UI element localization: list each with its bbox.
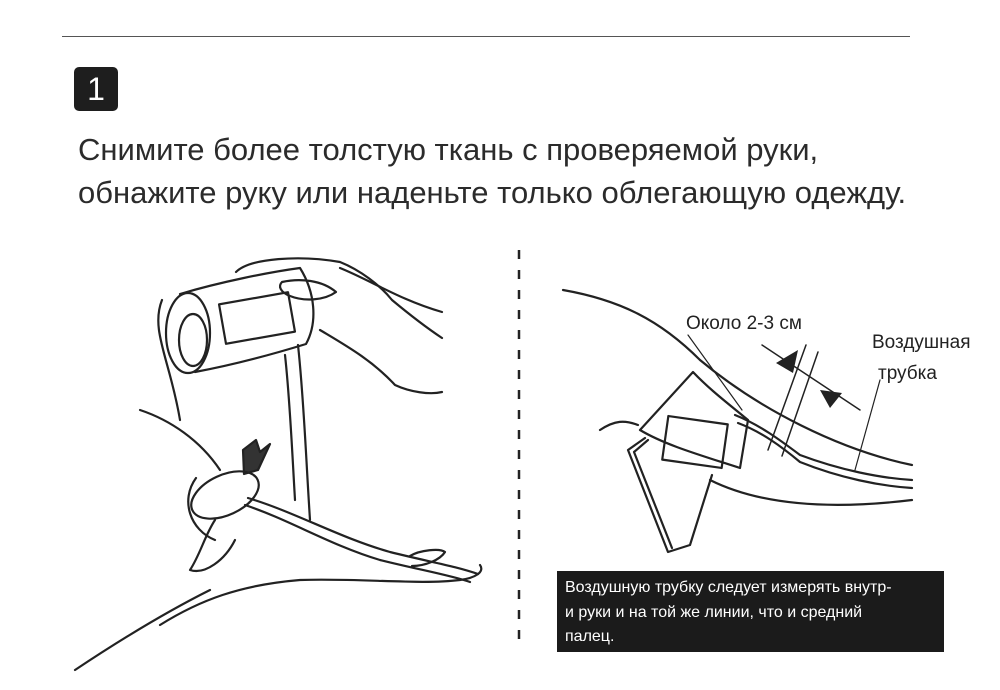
arrowhead-icon bbox=[776, 350, 798, 373]
instruction-line-2: обнажите руку или наденьте только облегающую одежду. bbox=[78, 175, 907, 210]
note-box bbox=[557, 571, 944, 652]
step-number: 1 bbox=[87, 71, 105, 107]
note-line-2: и руки и на той же линии, что и средний bbox=[565, 603, 863, 621]
distance-label: Около 2-3 см bbox=[686, 313, 802, 334]
air-tube-label-line-2: трубка bbox=[878, 363, 937, 384]
instruction-line-1: Снимите более толстую ткань с проверяемой руки, bbox=[78, 132, 819, 167]
air-tube-label-line-1: Воздушная bbox=[872, 332, 971, 353]
arrowhead-icon bbox=[820, 390, 842, 408]
note-line-1: Воздушную трубку следует измерять внутр- bbox=[565, 579, 892, 596]
note-line-3: палец. bbox=[565, 628, 615, 645]
